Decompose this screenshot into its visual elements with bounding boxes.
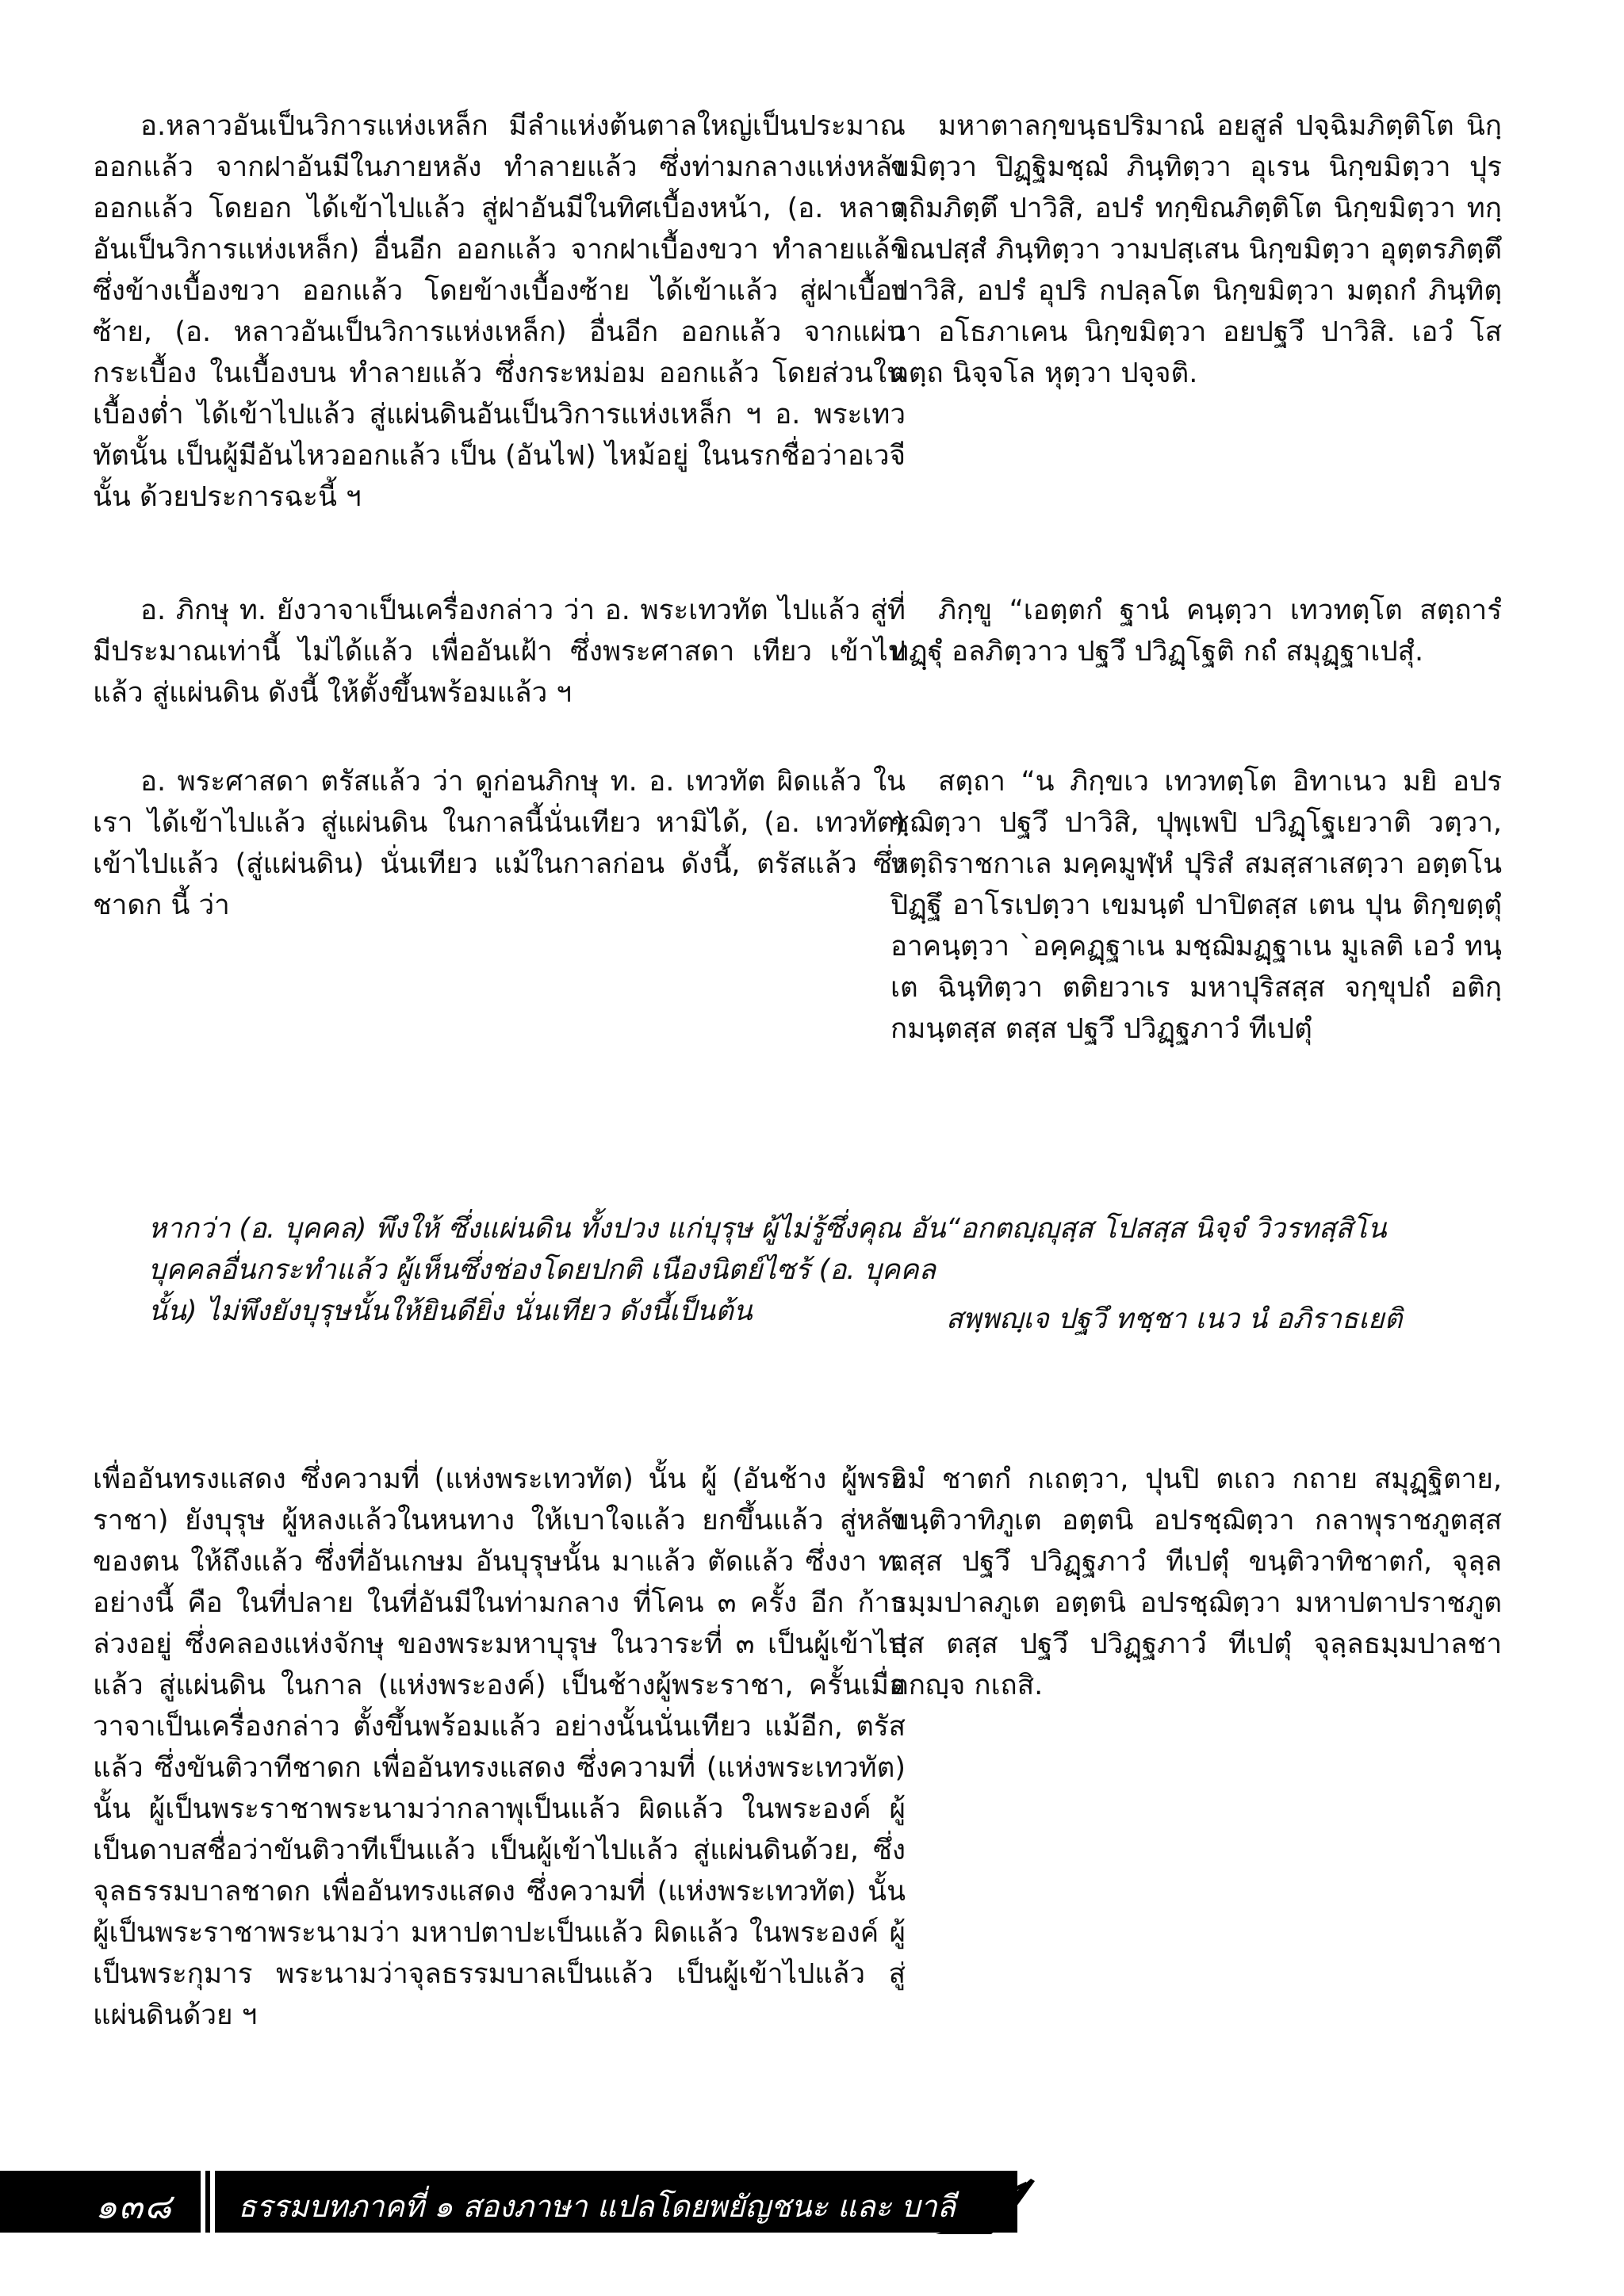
thai-paragraph-1: อ.หลาวอันเป็นวิการแห่งเหล็ก มีลำแห่งต้นตาลใหญ่เป็นประมาณ ออกแล้ว จากฝาอันมีในภายหลัง ทำลายแล้ว ซึ่งท่ามกลางแห่งหลัง ออกแล้ว โดยอก ได้เข้าไปแล้ว สู่ฝาอันมีในทิศเบื้องหน้า, (อ. หลาวอันเป็นวิการแห่งเหล็ก) อื่นอีก ออกแล้ว จากฝาเบื้องขวา ทำลายแล้ว ซึ่งข้างเบื้องขวา ออกแล้ว โดยข้างเบื้องซ้าย ได้เข้าแล้ว สู่ฝาเบื้องซ้าย, (อ. หลาวอันเป็นวิการแห่งเหล็ก) อื่นอีก ออกแล้ว จากแผ่นกระเบื้อง ในเบื้องบน ทำลายแล้ว ซึ่งกระหม่อม ออกแล้ว โดยส่วนในเบื้องต่ำ ได้เข้าไปแล้ว สู่แผ่นดินอันเป็นวิการแห่งเหล็ก ฯ อ. พระเทวทัตนั้น เป็นผู้มีอันไหวออกแล้ว เป็น (อันไฟ) ไหม้อยู่ ในนรกชื่อว่าอเวจีนั้น ด้วยประการฉะนี้ ฯ (93, 110, 906, 513)
pali-paragraph-1: มหาตาลกฺขนฺธปริมาณํ อยสูลํ ปจฺฉิมภิตฺติโต นิกฺขมิตฺวา ปิฏฺฐิมชฺฌํ ภินฺทิตฺวา อุเรน นิกฺขมิตฺวา ปุรตฺถิมภิตฺตึ ปาวิสิ, อปรํ ทกฺขิณภิตฺติโต นิกฺขมิตฺวา ทกฺขิณปสฺสํ ภินฺทิตฺวา วามปสฺเสน นิกฺขมิตฺวา อุตฺตรภิตฺตึ ปาวิสิ, อปรํ อุปริ กปลฺลโต นิกฺขมิตฺวา มตฺถกํ ภินฺทิตฺวา อโธภาเคน นิกฺขมิตฺวา อยปฐวึ ปาวิสิ. เอวํ โส ตตฺถ นิจฺจโล หุตฺวา ปจฺจติ. (891, 110, 1502, 389)
pali-verse (891, 1208, 1502, 1340)
pali-verse-line-1: “อกตญฺญุสฺส โปสสฺส นิจฺจํ วิวรทสฺสิโน (946, 1213, 1387, 1245)
thai-verse: หากว่า (อ. บุคคล) พึงให้ ซึ่งแผ่นดิน ทั้งปวง แก่บุรุษ ผู้ไม่รู้ซึ่งคุณ อันบุคคลอื่นกระทำแล้ว ผู้เห็นซึ่งช่องโดยปกติ เนืองนิตย์ไซร้ (อ. บุคคล นั้น) ไม่พึงยังบุรุษนั้นให้ยินดียิ่ง นั่นเทียว ดังนี้เป็นต้น (148, 1213, 946, 1327)
thai-paragraph-2: อ. ภิกษุ ท. ยังวาจาเป็นเครื่องกล่าว ว่า อ. พระเทวทัต ไปแล้ว สู่ที่ มีประมาณเท่านี้ ไม่ได้แล้ว เพื่ออันเฝ้า ซึ่งพระศาสดา เทียว เข้าไปแล้ว สู่แผ่นดิน ดังนี้ ให้ตั้งขึ้นพร้อมแล้ว ฯ (93, 595, 906, 709)
footer-divider (210, 2171, 215, 2233)
pali-verse-line-2: สพฺพญฺเจ ปฐวึ ทชฺชา เนว นํ อภิราธเยติ (946, 1303, 1403, 1335)
pali-paragraph-2: ภิกฺขู “เอตฺตกํ ฐานํ คนฺตฺวา เทวทตฺโต สตฺถารํ ทฏฺฐุํ อลภิตฺวาว ปฐวึ ปวิฏฺโฐติ กถํ สมุฏฺฐาเปสุํ. (891, 595, 1502, 668)
pali-paragraph-3: สตฺถา “น ภิกฺขเว เทวทตฺโต อิทาเนว มยิ อปรชฺฌิตฺวา ปฐวึ ปาวิสิ, ปุพฺเพปิ ปวิฏฺโฐเยวาติ วตฺวา, หตฺถิราชกาเล มคฺคมูฬฺหํ ปุริสํ สมสฺสาเสตฺวา อตฺตโน ปิฏฺฐึ อาโรเปตฺวา เขมนฺตํ ปาปิตสฺส เตน ปุน ติกฺขตฺตุํ อาคนฺตฺวา `อคฺคฏฺฐาเน มชฺฌิมฏฺฐาเน มูเลติ เอวํ ทนฺเต ฉินฺทิตฺวา ตติยวาเร มหาปุริสสฺส จกฺขุปถํ อติกฺกมนฺตสฺส ตสฺส ปฐวึ ปวิฏฺฐภาวํ ทีเปตุํ (891, 766, 1502, 1045)
thai-paragraph-3: อ. พระศาสดา ตรัสแล้ว ว่า ดูก่อนภิกษุ ท. อ. เทวทัต ผิดแล้ว ในเรา ได้เข้าไปแล้ว สู่แผ่นดิน ในกาลนี้นั่นเทียว หามิได้, (อ. เทวทัต) เข้าไปแล้ว (สู่แผ่นดิน) นั่นเทียว แม้ในกาลก่อน ดังนี้, ตรัสแล้ว ซึ่งชาดก นี้ ว่า (93, 766, 906, 921)
ornament-icon (936, 2177, 1039, 2234)
page-footer (0, 2171, 1624, 2234)
footer-title: ธรรมบทภาคที่ ๑ สองภาษา แปลโดยพยัญชนะ และ บาลี (238, 2189, 956, 2224)
page-number: ๑๓๘ (95, 2187, 173, 2227)
thai-paragraph-4: เพื่ออันทรงแสดง ซึ่งความที่ (แห่งพระเทวทัต) นั้น ผู้ (อันช้าง ผู้พระราชา) ยังบุรุษ ผู้หลงแล้วในหนทาง ให้เบาใจแล้ว ยกขึ้นแล้ว สู่หลัง ของตน ให้ถึงแล้ว ซึ่งที่อันเกษม อันบุรุษนั้น มาแล้ว ตัดแล้ว ซึ่งงา ท. อย่างนี้ คือ ในที่ปลาย ในที่อันมีในท่ามกลาง ที่โคน ๓ ครั้ง อีก ก้าวล่วงอยู่ ซึ่งคลองแห่งจักษุ ของพระมหาบุรุษ ในวาระที่ ๓ เป็นผู้เข้าไปแล้ว สู่แผ่นดิน ในกาล (แห่งพระองค์) เป็นช้างผู้พระราชา, ครั้นเมื่อวาจาเป็นเครื่องกล่าว ตั้งขึ้นพร้อมแล้ว อย่างนั้นนั่นเทียว แม้อีก, ตรัสแล้ว ซึ่งขันติวาทีชาดก เพื่ออันทรงแสดง ซึ่งความที่ (แห่งพระเทวทัต) นั้น ผู้เป็นพระราชาพระนามว่ากลาพุเป็นแล้ว ผิดแล้ว ในพระองค์ ผู้เป็นดาบสชื่อว่าขันติวาทีเป็นแล้ว เป็นผู้เข้าไปแล้ว สู่แผ่นดินด้วย, ซึ่งจุลธรรมบาลชาดก เพื่ออันทรงแสดง ซึ่งความที่ (แห่งพระเทวทัต) นั้น ผู้เป็นพระราชาพระนามว่า มหาปตาปะเป็นแล้ว ผิดแล้ว ในพระองค์ ผู้เป็นพระกุมาร พระนามว่าจุลธรรมบาลเป็นแล้ว เป็นผู้เข้าไปแล้ว สู่แผ่นดินด้วย ฯ (93, 1464, 906, 2031)
footer-divider (201, 2171, 205, 2233)
pali-paragraph-4: อิมํ ชาตกํ กเถตฺวา, ปุนปิ ตเถว กถาย สมุฏฺฐิตาย, ขนฺติวาทิภูเต อตฺตนิ อปรชฺฌิตฺวา กลาพุราชภูตสฺส ตสฺส ปฐวึ ปวิฏฺฐภาวํ ทีเปตุํ ขนฺติวาทิชาตกํ, จุลฺลธมฺมปาลภูเต อตฺตนิ อปรชฺฌิตฺวา มหาปตาปราชภูตสฺส ตสฺส ปฐวึ ปวิฏฺฐภาวํ ทีเปตุํ จุลฺลธมฺมปาลชาตกญฺจ กเถสิ. (891, 1464, 1502, 1701)
